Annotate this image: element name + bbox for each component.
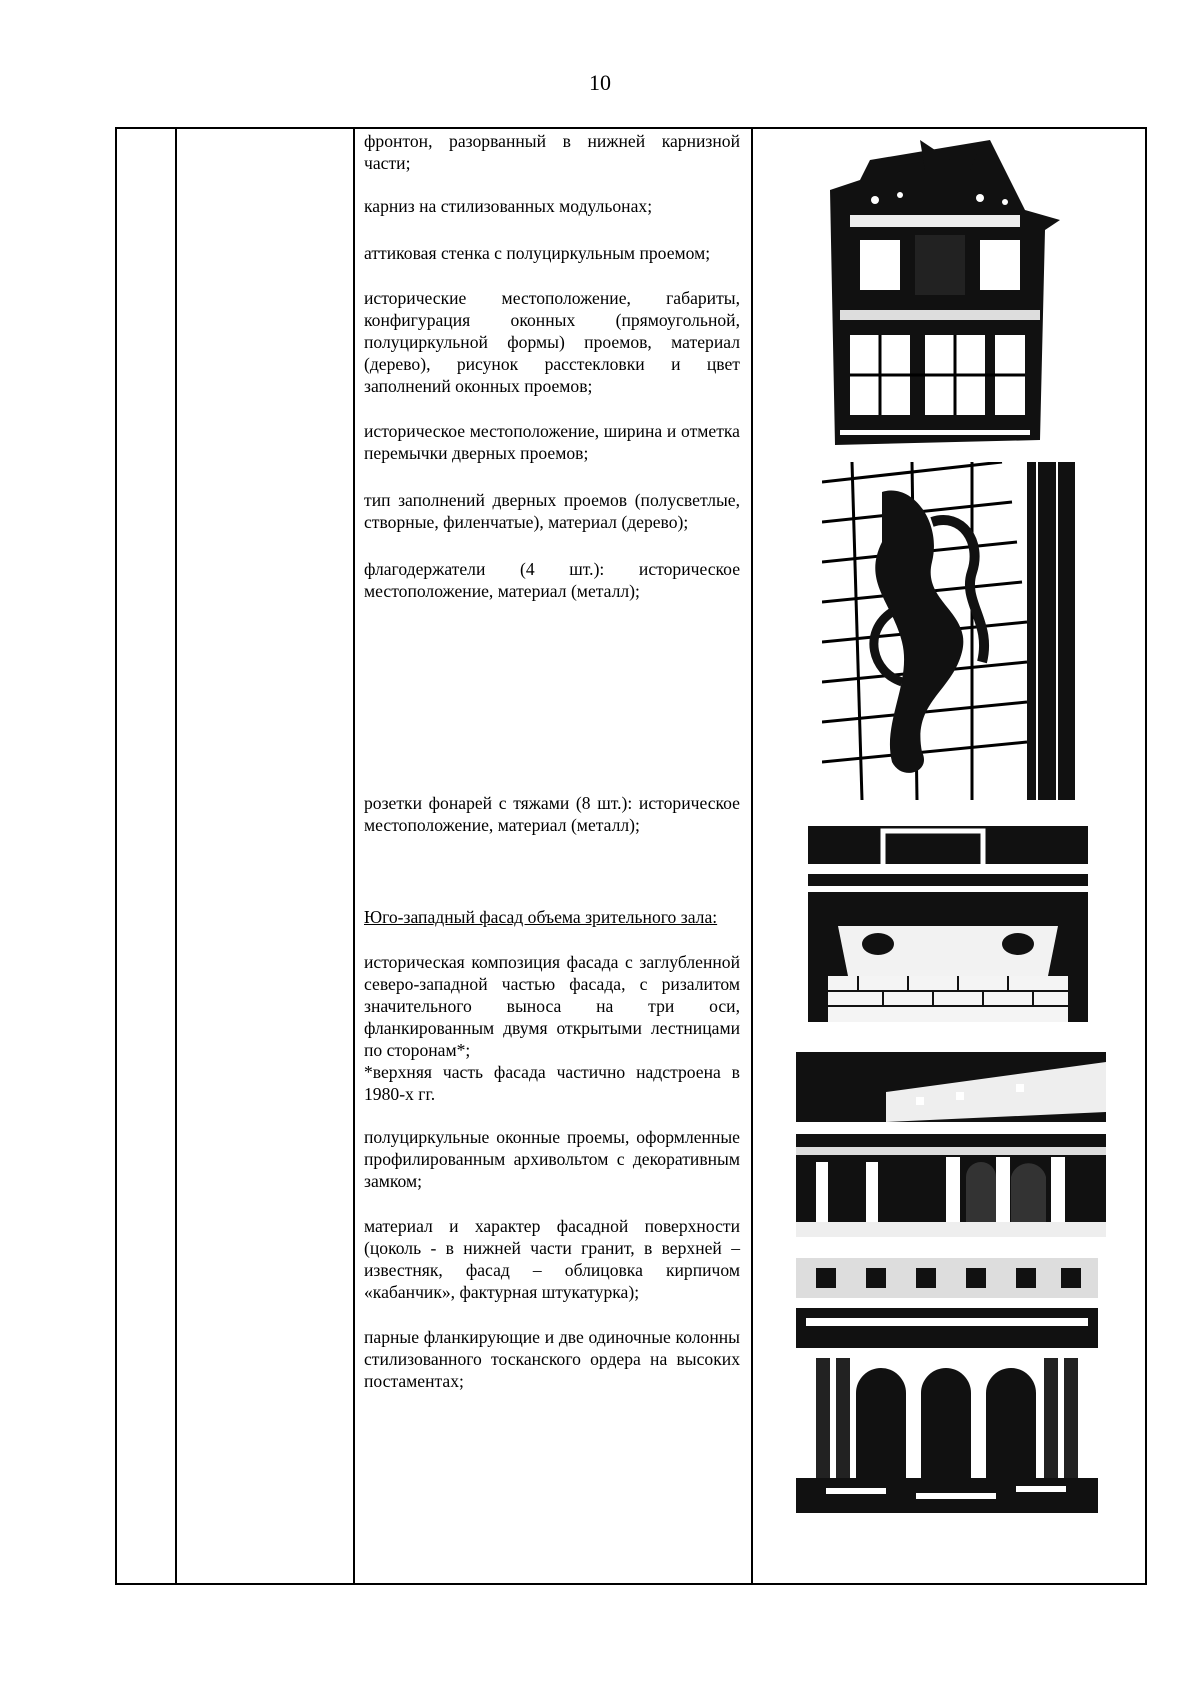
photo-auditorium-facade-2 (796, 1258, 1098, 1513)
feature-item: материал и характер фасадной поверхности (цоколь - в нижней части гранит, в верхней – известняк, фасад – облицовка кирпичом «кабанчик», фактурная штукатурка); (364, 1216, 740, 1302)
section-heading: Юго-западный фасад объема зрительного зала: (364, 907, 718, 927)
feature-item: исторические местоположение, габариты, конфигурация оконных (прямоугольной, полуциркульной формы) проемов, материал (дерево), рисунок расстекловки и цвет заполнений оконных проемов; (364, 288, 740, 396)
feature-item: флагодержатели (4 шт.): историческое местоположение, материал (металл); (364, 559, 740, 601)
column-divider (751, 129, 753, 1583)
feature-item: историческая композиция фасада с заглубленной северо-западной частью фасада, с ризалитом значительного выноса на три оси, фланкированным двумя открытыми лестницами по сторонам*; (364, 952, 740, 1060)
column-divider (353, 129, 355, 1583)
photo-tower-facade (830, 140, 1060, 445)
feature-item: аттиковая стенка с полуциркульным проемом; (364, 243, 711, 263)
column-divider (175, 129, 177, 1583)
feature-item: карниз на стилизованных модульонах; (364, 196, 653, 216)
feature-item: розетки фонарей с тяжами (8 шт.): историческое местоположение, материал (металл); (364, 793, 740, 835)
feature-item: парные фланкирующие и две одиночные колонны стилизованного тосканского ордера на высоких постаментах; (364, 1327, 740, 1391)
feature-item: тип заполнений дверных проемов (полусветлые, створные, филенчатые), материал (дерево); (364, 490, 740, 532)
page-number: 10 (589, 70, 611, 95)
feature-item: полуциркульные оконные проемы, оформленные профилированным архивольтом с декоративным замком; (364, 1127, 740, 1191)
protected-features-column (364, 130, 740, 1392)
feature-footnote: *верхняя часть фасада частично надстроена в 1980-х гг. (364, 1062, 740, 1104)
photo-auditorium-facade-1 (796, 1052, 1106, 1237)
feature-item: историческое местоположение, ширина и отметка перемычки дверных проемов; (364, 421, 740, 463)
photo-lamp-rosette (808, 826, 1088, 1022)
photo-flag-holder (822, 462, 1075, 800)
feature-item: фронтон, разорванный в нижней карнизной части; (364, 131, 740, 173)
